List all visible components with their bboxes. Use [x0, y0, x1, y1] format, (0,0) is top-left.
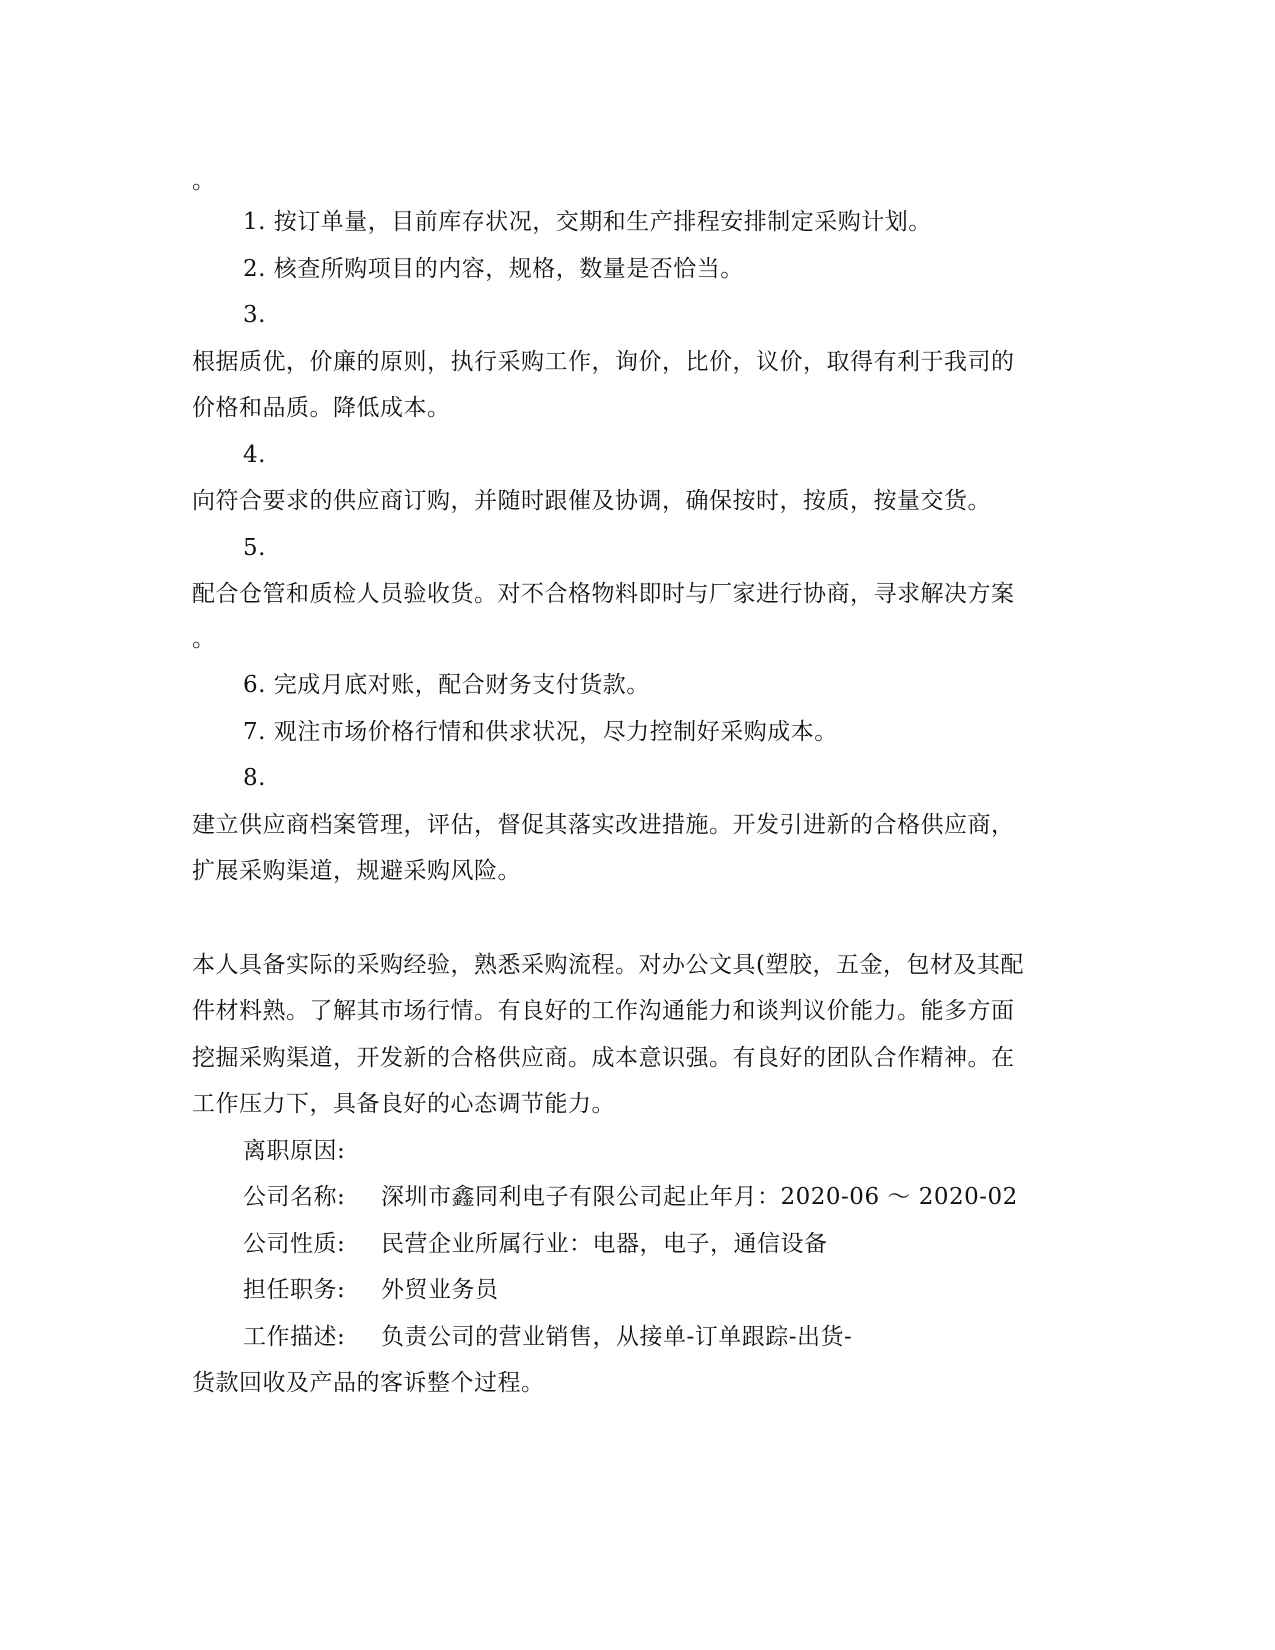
self-evaluation-line: 工作压力下，具备良好的心态调节能力。: [192, 1091, 615, 1117]
job-description-label: 工作描述:: [243, 1324, 346, 1350]
company-type-label: 公司性质:: [243, 1231, 346, 1257]
self-evaluation-line: 本人具备实际的采购经验，熟悉采购流程。对办公文具(塑胶，五金，包材及其配: [192, 952, 1024, 978]
list-number-5: 5.: [243, 535, 266, 561]
list-number-4: 4.: [243, 442, 266, 468]
position-value: 外贸业务员: [381, 1277, 499, 1303]
list-item-1: 1. 按订单量，目前库存状况，交期和生产排程安排制定采购计划。: [243, 209, 932, 235]
list-item-6: 6. 完成月底对账，配合财务支付货款。: [243, 672, 650, 698]
self-evaluation-line: 件材料熟。了解其市场行情。有良好的工作沟通能力和谈判议价能力。能多方面: [192, 998, 1015, 1024]
text-line: 根据质优，价廉的原则，执行采购工作，询价，比价，议价，取得有利于我司的: [192, 349, 1015, 375]
list-item-7: 7. 观注市场价格行情和供求状况，尽力控制好采购成本。: [243, 719, 838, 745]
job-description-continuation: 货款回收及产品的客诉整个过程。: [192, 1370, 545, 1396]
job-description-value: 负责公司的营业销售，从接单-订单跟踪-出货-: [381, 1324, 853, 1350]
text-line: 向符合要求的供应商订购，并随时跟催及协调，确保按时，按质，按量交货。: [192, 488, 991, 514]
position-label: 担任职务:: [243, 1277, 346, 1303]
text-line: 。: [192, 626, 216, 652]
company-name-value: 深圳市鑫同利电子有限公司起止年月：2020-06 ～ 2020-02: [381, 1184, 1018, 1210]
leave-reason-label: 离职原因:: [243, 1138, 346, 1164]
company-type-value: 民营企业所属行业：电器，电子，通信设备: [381, 1231, 828, 1257]
list-number-8: 8.: [243, 765, 266, 791]
text-line: 。: [192, 168, 216, 194]
text-line: 扩展采购渠道，规避采购风险。: [192, 858, 521, 884]
list-item-2: 2. 核查所购项目的内容，规格，数量是否恰当。: [243, 256, 744, 282]
company-name-label: 公司名称:: [243, 1184, 346, 1210]
list-number-3: 3.: [243, 302, 266, 328]
self-evaluation-line: 挖掘采购渠道，开发新的合格供应商。成本意识强。有良好的团队合作精神。在: [192, 1045, 1015, 1071]
text-line: 建立供应商档案管理，评估，督促其落实改进措施。开发引进新的合格供应商，: [192, 812, 1015, 838]
text-line: 配合仓管和质检人员验收货。对不合格物料即时与厂家进行协商，寻求解决方案: [192, 581, 1015, 607]
text-line: 价格和品质。降低成本。: [192, 395, 451, 421]
